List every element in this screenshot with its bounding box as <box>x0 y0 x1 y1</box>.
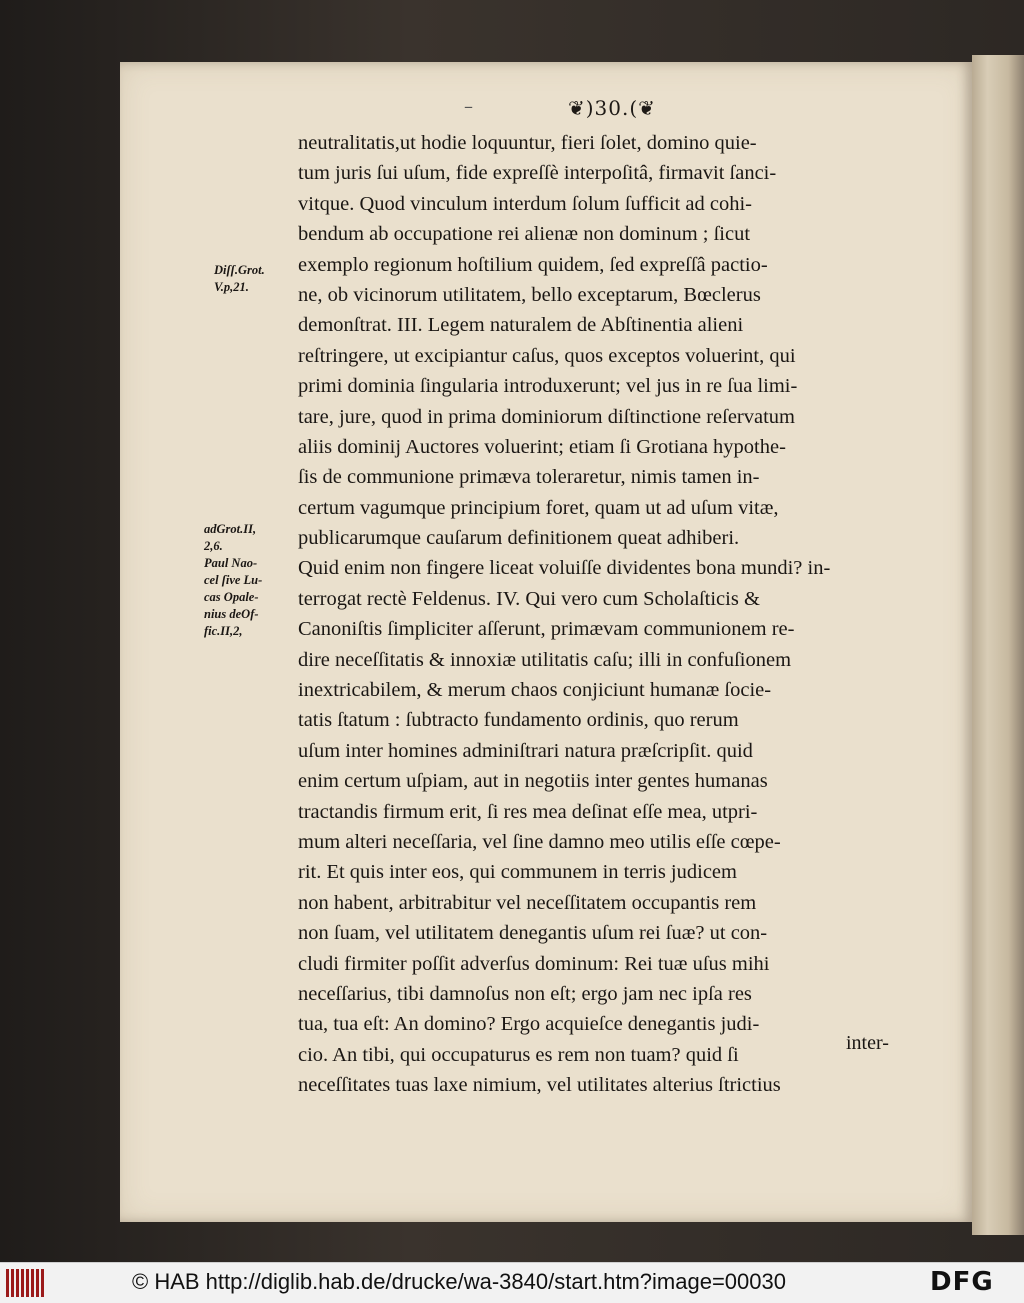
text-line: demonſtrat. III. Legem naturalem de Abſtinentia alieni <box>298 314 744 337</box>
text-line: cio. An tibi, qui occupaturus es rem non tuam? quid ſi <box>298 1043 739 1066</box>
margin-note-line: Paul Nao- <box>204 556 258 570</box>
text-line: tractandis firmum erit, ſi res mea deſinat eſſe mea, utpri- <box>298 800 758 823</box>
text-line: inextricabilem, & merum chaos conjiciunt humanæ ſocie- <box>298 679 772 702</box>
text-line: tum juris ſui uſum, fide expreſſè interpoſitâ, firmavit ſanci- <box>298 162 777 185</box>
text-line: publicarumque cauſarum definitionem queat adhiberi. <box>298 527 740 550</box>
book-page-edge <box>972 55 1024 1235</box>
main-text-block <box>298 128 910 1101</box>
text-line: tua, tua eſt: An domino? Ergo acquieſce denegantis judi- <box>298 1013 760 1036</box>
catch-word: inter- <box>846 1032 889 1054</box>
text-line: bendum ab occupatione rei alienæ non dominum ; ſicut <box>298 223 751 246</box>
margin-note-line: fic.II,2, <box>204 624 243 638</box>
text-line: neceſſarius, tibi damnoſus non eſt; ergo jam nec ipſa res <box>298 982 752 1005</box>
dfg-logo: DFG <box>930 1267 994 1297</box>
margin-note-line: cel ſive Lu- <box>204 573 263 587</box>
text-line: primi dominia ſingularia introduxerunt; vel jus in re ſua limi- <box>298 375 798 398</box>
header-dash: – <box>464 96 473 117</box>
margin-note-1 <box>214 262 265 296</box>
barcode-icon <box>6 1269 46 1297</box>
page-number-ornament: ❦)30.(❦ <box>568 96 656 120</box>
text-line: neceſſitates tuas laxe nimium, vel utilitates alterius ſtrictius <box>298 1074 781 1097</box>
text-line: cludi firmiter poſſit adverſus dominum: Rei tuæ uſus mihi <box>298 952 770 975</box>
text-line: exemplo regionum hoſtilium quidem, ſed expreſſâ pactio- <box>298 253 768 276</box>
margin-note-line: nius deOf- <box>204 607 259 621</box>
text-line: terrogat rectè Feldenus. IV. Qui vero cum Scholaſticis & <box>298 587 760 610</box>
text-line: aliis dominij Auctores voluerint; etiam ſi Grotiana hypothe- <box>298 435 786 458</box>
text-line: tatis ſtatum : ſubtracto fundamento ordinis, quo rerum <box>298 709 739 732</box>
text-line: uſum inter homines adminiſtrari natura præſcripſit. quid <box>298 739 753 762</box>
margin-note-line: Diſſ.Grot. <box>214 263 265 277</box>
text-line: vitque. Quod vinculum interdum ſolum ſufficit ad cohi- <box>298 192 752 215</box>
text-line: ſis de communione primæva toleraretur, nimis tamen in- <box>298 466 760 489</box>
margin-note-line: cas Opale- <box>204 590 259 604</box>
text-line: non ſuam, vel utilitatem denegantis uſum rei ſuæ? ut con- <box>298 922 768 945</box>
footer-citation-link[interactable]: © HAB http://diglib.hab.de/drucke/wa-3840/start.htm?image=00030 <box>132 1269 786 1294</box>
text-line: ne, ob vicinorum utilitatem, bello exceptarum, Bœclerus <box>298 283 761 306</box>
text-line: reſtringere, ut excipiantur caſus, quos exceptos voluerint, qui <box>298 344 796 367</box>
text-line: rit. Et quis inter eos, qui communem in terris judicem <box>298 861 737 884</box>
text-line: certum vagumque principium foret, quam ut ad uſum vitæ, <box>298 496 779 519</box>
margin-note-line: adGrot.II, <box>204 522 257 536</box>
text-line: dire neceſſitatis & innoxiæ utilitatis caſu; illi in confuſionem <box>298 648 792 671</box>
text-line: neutralitatis,ut hodie loquuntur, fieri ſolet, domino quie- <box>298 132 757 154</box>
text-line: mum alteri neceſſaria, vel ſine damno meo utilis eſſe cœpe- <box>298 830 781 853</box>
text-line: enim certum uſpiam, aut in negotiis inter gentes humanas <box>298 770 768 793</box>
text-line: Quid enim non fingere liceat voluiſſe dividentes bona mundi? in- <box>298 557 831 580</box>
text-line: tare, jure, quod in prima dominiorum diſtinctione reſervatum <box>298 405 795 428</box>
margin-note-2 <box>204 521 262 640</box>
margin-note-line: V.p,21. <box>214 280 249 294</box>
text-line: Canoniſtis ſimpliciter aſſerunt, primævam communionem re- <box>298 618 795 641</box>
margin-note-line: 2,6. <box>204 539 223 553</box>
footer-bar <box>0 1262 1024 1303</box>
text-line: non habent, arbitrabitur vel neceſſitatem occupantis rem <box>298 891 757 914</box>
